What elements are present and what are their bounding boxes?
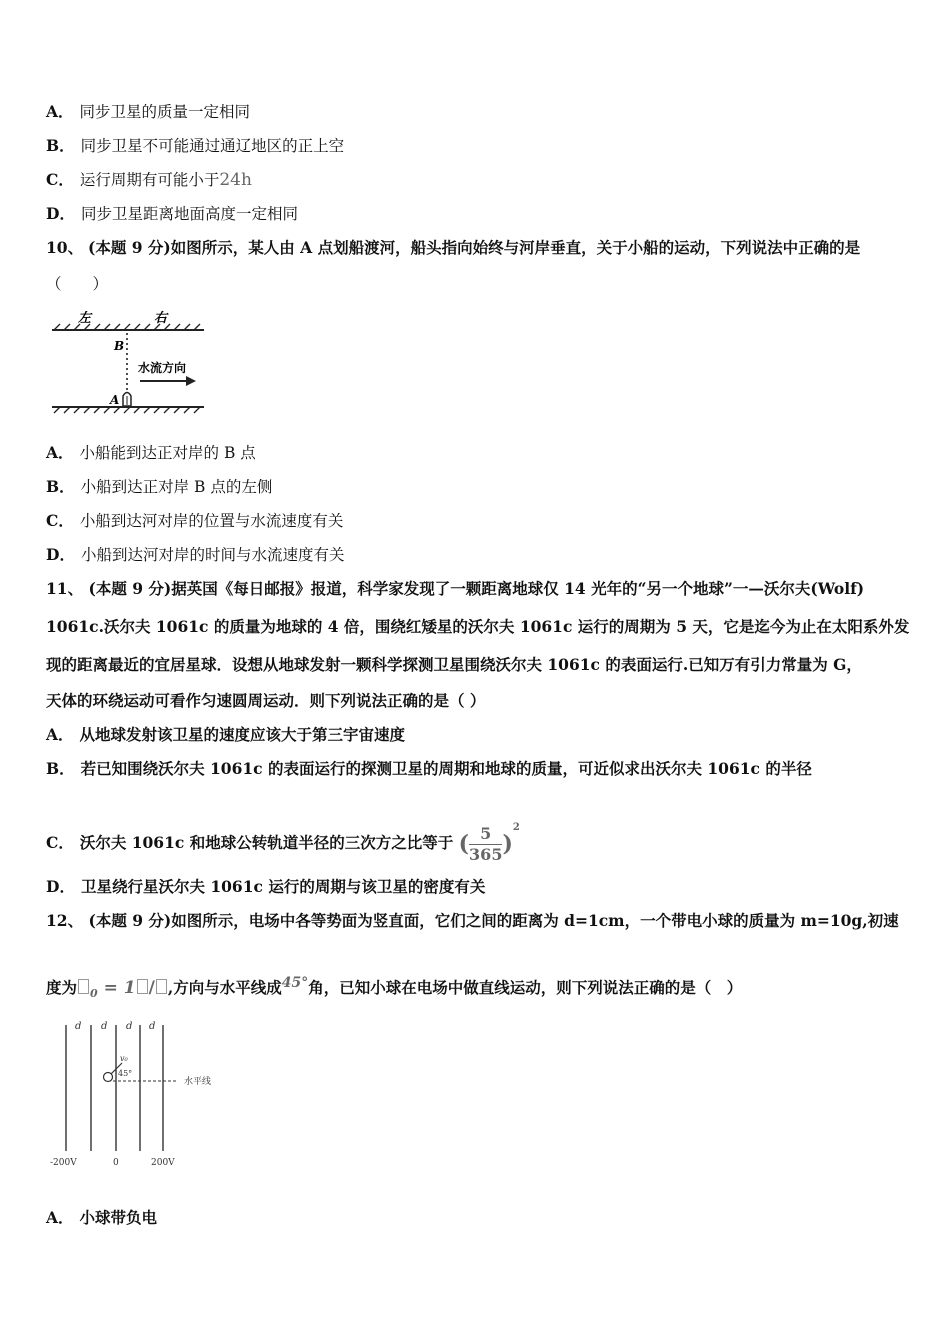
equipotential-lines	[66, 1025, 163, 1151]
q10-option-d	[46, 544, 344, 566]
option-text: 小船到达正对岸 B 点的左侧	[80, 478, 273, 496]
question-stem: 现的距离最近的宜居星球．设想从地球发射一颗科学探测卫星围绕沃尔夫 1061c 的表面运行.已知万有引力常量为 G，	[46, 655, 862, 674]
option-text: 卫星绕行星沃尔夫 1061c 运行的周期与该卫星的密度有关	[80, 877, 486, 896]
question-stem: 天体的环绕运动可看作匀速圆周运动．则下列说法正确的是（ ）	[46, 691, 486, 710]
option-text: 运行周期有可能小于	[79, 171, 220, 189]
option-text: 小船到达河对岸的时间与水流速度有关	[80, 546, 345, 564]
potential-label-right: 200V	[151, 1158, 175, 1168]
missing-glyph-icon	[156, 979, 167, 994]
q9-option-c	[46, 169, 252, 191]
velocity-slash: /	[148, 978, 155, 998]
missing-glyph-icon	[137, 979, 148, 994]
question-stem: 度为	[46, 978, 78, 997]
option-text: 沃尔夫 1061c 和地球公转轨道半径的三次方之比等于	[79, 833, 454, 852]
q10-option-a	[46, 442, 256, 464]
q11-option-a	[46, 724, 405, 746]
question-number: 10、	[46, 238, 84, 257]
velocity-subscript: 0	[90, 987, 98, 1001]
spacing-label: d	[126, 1021, 133, 1032]
option-text: 同步卫星距离地面高度一定相同	[80, 205, 298, 223]
option-letter: C．	[46, 511, 74, 530]
option-text: 同步卫星的质量一定相同	[79, 103, 251, 121]
option-text: 小船到达河对岸的位置与水流速度有关	[79, 512, 344, 530]
period-value: 24h	[219, 170, 252, 190]
option-letter: C．	[46, 170, 74, 189]
q10-river-figure	[46, 305, 211, 420]
question-stem: 角，已知小球在电场中做直线运动，则下列说法正确的是（ ）	[308, 978, 743, 997]
option-letter: D．	[46, 545, 75, 564]
answer-blank: （ ）	[46, 275, 109, 293]
question-stem: 1061c.沃尔夫 1061c 的质量为地球的 4 倍，围绕红矮星的沃尔夫 1061c 运行的周期为 5 天，它是迄今为止在太阳系外发	[46, 617, 910, 636]
q10-stem-line2	[46, 273, 108, 295]
option-text: 若已知围绕沃尔夫 1061c 的表面运行的探测卫星的周期和地球的质量，可近似求出沃尔夫 1061c 的半径	[80, 759, 812, 778]
spacing-label: d	[101, 1021, 108, 1032]
fraction-numerator: 5	[469, 824, 502, 845]
flow-direction-label: 水流方向	[138, 361, 187, 375]
option-letter: A．	[46, 1208, 74, 1227]
option-letter: B．	[46, 136, 75, 155]
q12-option-a	[46, 1207, 157, 1229]
option-text: 同步卫星不可能通过通辽地区的正上空	[80, 137, 345, 155]
right-label: 右	[154, 311, 168, 326]
q9-option-a	[46, 101, 250, 123]
point-a-label: A	[110, 393, 120, 407]
q11-option-c	[46, 800, 520, 872]
q11-option-d	[46, 876, 485, 898]
velocity-label: v₀	[120, 1054, 128, 1063]
q12-field-figure	[46, 1015, 226, 1173]
right-paren: )	[502, 831, 513, 857]
left-paren: (	[458, 831, 470, 857]
q11-stem-line2	[46, 616, 909, 638]
q11-option-b	[46, 758, 812, 780]
q12-stem-line2	[46, 972, 742, 1005]
question-stem: (本题 9 分)如图所示，电场中各等势面为竖直面，它们之间的距离为 d=1cm，一个带电小球的质量为 m=10g,初速	[88, 911, 899, 930]
point-b-label: B	[114, 339, 125, 353]
angle-label: 45°	[118, 1069, 133, 1078]
angle-value: 45°	[281, 975, 309, 991]
question-stem: (本题 9 分)如图所示，某人由 A 点划船渡河，船头指向始终与河岸垂直，关于小船的运动，下列说法中正确的是	[88, 238, 861, 257]
spacing-label: d	[75, 1021, 82, 1032]
potential-label-left: -200V	[50, 1158, 77, 1168]
q11-stem-line4	[46, 690, 485, 712]
fraction	[469, 824, 502, 865]
option-text: 小球带负电	[79, 1208, 158, 1227]
exponent: 2	[512, 822, 520, 833]
question-stem: (本题 9 分)据英国《每日邮报》报道，科学家发现了一颗距离地球仅 14 光年的“另一个地球”一—沃尔夫(Wolf)	[88, 579, 865, 598]
question-stem: ,方向与水平线成	[167, 978, 282, 997]
left-label: 左	[78, 311, 92, 326]
missing-glyph-icon	[78, 979, 89, 994]
potential-label-mid: 0	[113, 1158, 119, 1168]
spacing-label: d	[149, 1021, 156, 1032]
option-letter: D．	[46, 877, 75, 896]
q9-option-d	[46, 203, 298, 225]
question-number: 11、	[46, 579, 84, 598]
q10-stem-line1	[46, 237, 860, 259]
option-letter: B．	[46, 477, 75, 496]
option-letter: A．	[46, 443, 74, 462]
q11-stem-line1	[46, 578, 864, 600]
option-letter: D．	[46, 204, 75, 223]
question-number: 12、	[46, 911, 84, 930]
q12-stem-line1	[46, 910, 899, 932]
q9-option-b	[46, 135, 344, 157]
option-letter: C．	[46, 833, 74, 852]
q10-option-c	[46, 510, 343, 532]
q10-option-b	[46, 476, 272, 498]
horizontal-line-label: 水平线	[184, 1077, 212, 1087]
option-text: 小船能到达正对岸的 B 点	[79, 444, 256, 462]
option-letter: A．	[46, 725, 74, 744]
q11-stem-line3	[46, 654, 862, 676]
option-text: 从地球发射该卫星的速度应该大于第三宇宙速度	[79, 725, 406, 744]
velocity-equals: = 1	[97, 978, 136, 998]
fraction-denominator: 365	[469, 844, 503, 864]
option-letter: B．	[46, 759, 75, 778]
option-letter: A．	[46, 102, 74, 121]
